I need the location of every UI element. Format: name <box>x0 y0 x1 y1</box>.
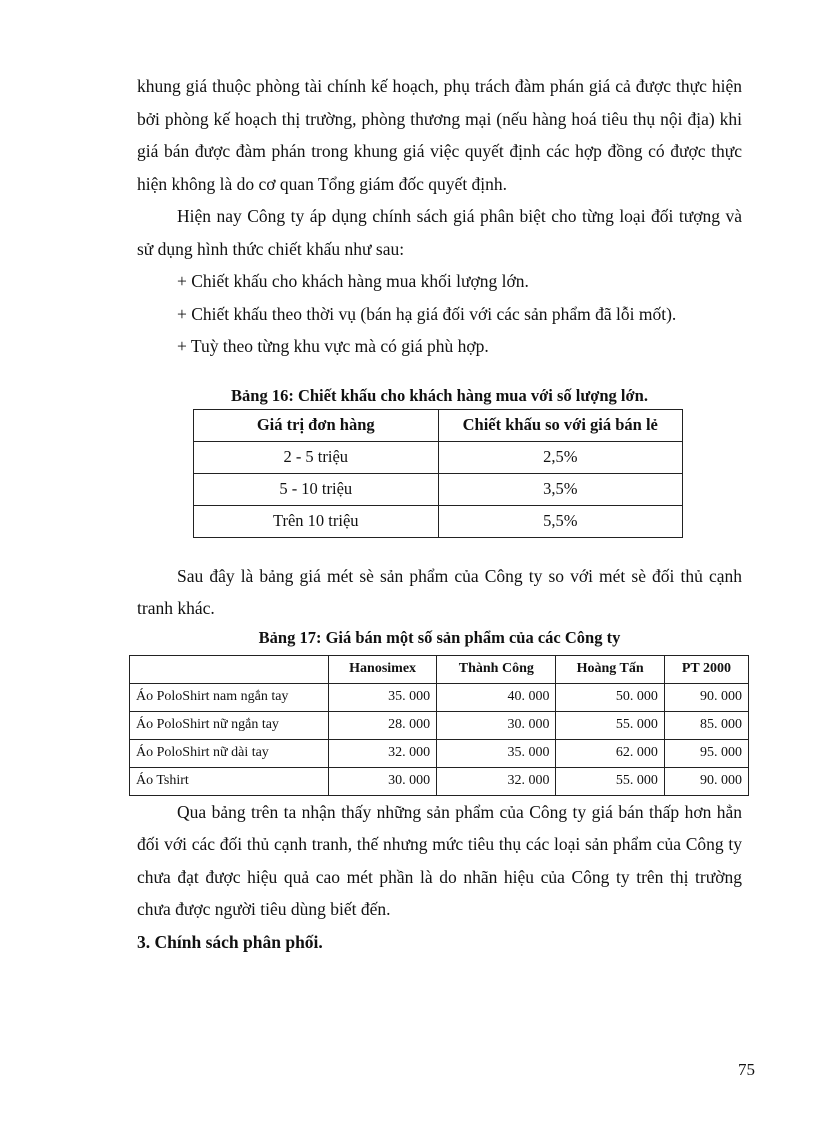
product-name-cell: Áo Tshirt <box>130 767 329 795</box>
table-row <box>194 473 683 505</box>
header-hanosimex: Hanosimex <box>329 655 437 683</box>
bullet-volume-discount: + Chiết khấu cho khách hàng mua khối lượng lớn. <box>177 271 529 291</box>
header-order-value: Giá trị đơn hàng <box>194 409 439 441</box>
price-cell: 35. 000 <box>437 739 556 767</box>
page-content <box>137 70 742 958</box>
price-cell: 30. 000 <box>437 711 556 739</box>
table-header-row <box>194 409 683 441</box>
header-product <box>130 655 329 683</box>
table-17-caption: Bảng 17: Giá bán một số sản phẩm của các Công ty <box>258 627 621 647</box>
price-cell: 50. 000 <box>556 683 664 711</box>
price-cell: 62. 000 <box>556 739 664 767</box>
table-row <box>130 767 749 795</box>
table-row <box>130 739 749 767</box>
header-discount: Chiết khấu so với giá bán lẻ <box>438 409 683 441</box>
header-thanh-cong: Thành Công <box>437 655 556 683</box>
section-heading: 3. Chính sách phân phối. <box>137 931 323 952</box>
price-cell: 32. 000 <box>437 767 556 795</box>
price-cell: 30. 000 <box>329 767 437 795</box>
discount-cell: 3,5% <box>438 473 683 505</box>
header-pt-2000: PT 2000 <box>664 655 748 683</box>
price-cell: 32. 000 <box>329 739 437 767</box>
order-value-cell: 2 - 5 triệu <box>194 441 439 473</box>
table-row <box>130 683 749 711</box>
price-cell: 90. 000 <box>664 767 748 795</box>
order-value-cell: Trên 10 triệu <box>194 505 439 537</box>
paragraph-price-comparison-intro: Sau đây là bảng giá mét sè sản phẩm của Công ty so với mét sè đối thủ cạnh tranh khác. <box>137 565 742 618</box>
discount-cell: 2,5% <box>438 441 683 473</box>
bullet-seasonal-discount: + Chiết khấu theo thời vụ (bán hạ giá đối với các sản phẩm đã lỗi mốt). <box>177 303 677 324</box>
product-name-cell: Áo PoloShirt nữ dài tay <box>130 739 329 767</box>
price-comparison-table <box>129 655 749 796</box>
price-cell: 95. 000 <box>664 739 748 767</box>
header-hoang-tan: Hoàng Tấn <box>556 655 664 683</box>
paragraph-price-negotiation: khung giá thuộc phòng tài chính kế hoạch, phụ trách đàm phán giá cả được thực hiện bởi phòng kế hoạch thị trường, phòng thương mại (nếu hàng hoá tiêu thụ nội địa) khi giá bán được đàm phán trong khung giá việc quyết định các hợp đồng có được thực hiện không là do cơ quan Tổng giám đốc quyết định. <box>137 76 742 194</box>
price-cell: 35. 000 <box>329 683 437 711</box>
price-cell: 90. 000 <box>664 683 748 711</box>
paragraph-analysis: Qua bảng trên ta nhận thấy những sản phẩm của Công ty giá bán thấp hơn hẳn đối với các đối thủ cạnh tranh, thế nhưng mức tiêu thụ các loại sản phẩm của Công ty chưa đạt được hiệu quả cao mét phần là do nhãn hiệu của Công ty trên thị trường chưa được người tiêu dùng biết đến. <box>137 801 742 919</box>
table-16-caption: Bảng 16: Chiết khấu cho khách hàng mua với số lượng lớn. <box>231 385 648 405</box>
price-cell: 85. 000 <box>664 711 748 739</box>
price-cell: 55. 000 <box>556 767 664 795</box>
price-cell: 55. 000 <box>556 711 664 739</box>
order-value-cell: 5 - 10 triệu <box>194 473 439 505</box>
page-number: 75 <box>738 1060 755 1079</box>
price-cell: 40. 000 <box>437 683 556 711</box>
table-row <box>194 505 683 537</box>
table-row <box>130 711 749 739</box>
product-name-cell: Áo PoloShirt nữ ngắn tay <box>130 711 329 739</box>
discount-table <box>193 409 683 538</box>
table-row <box>194 441 683 473</box>
bullet-regional-pricing: + Tuỳ theo từng khu vực mà có giá phù hợp. <box>177 336 489 356</box>
product-name-cell: Áo PoloShirt nam ngắn tay <box>130 683 329 711</box>
price-cell: 28. 000 <box>329 711 437 739</box>
table-header-row <box>130 655 749 683</box>
paragraph-discount-policy: Hiện nay Công ty áp dụng chính sách giá phân biệt cho từng loại đối tượng và sử dụng hình thức chiết khấu như sau: <box>137 206 742 259</box>
discount-cell: 5,5% <box>438 505 683 537</box>
